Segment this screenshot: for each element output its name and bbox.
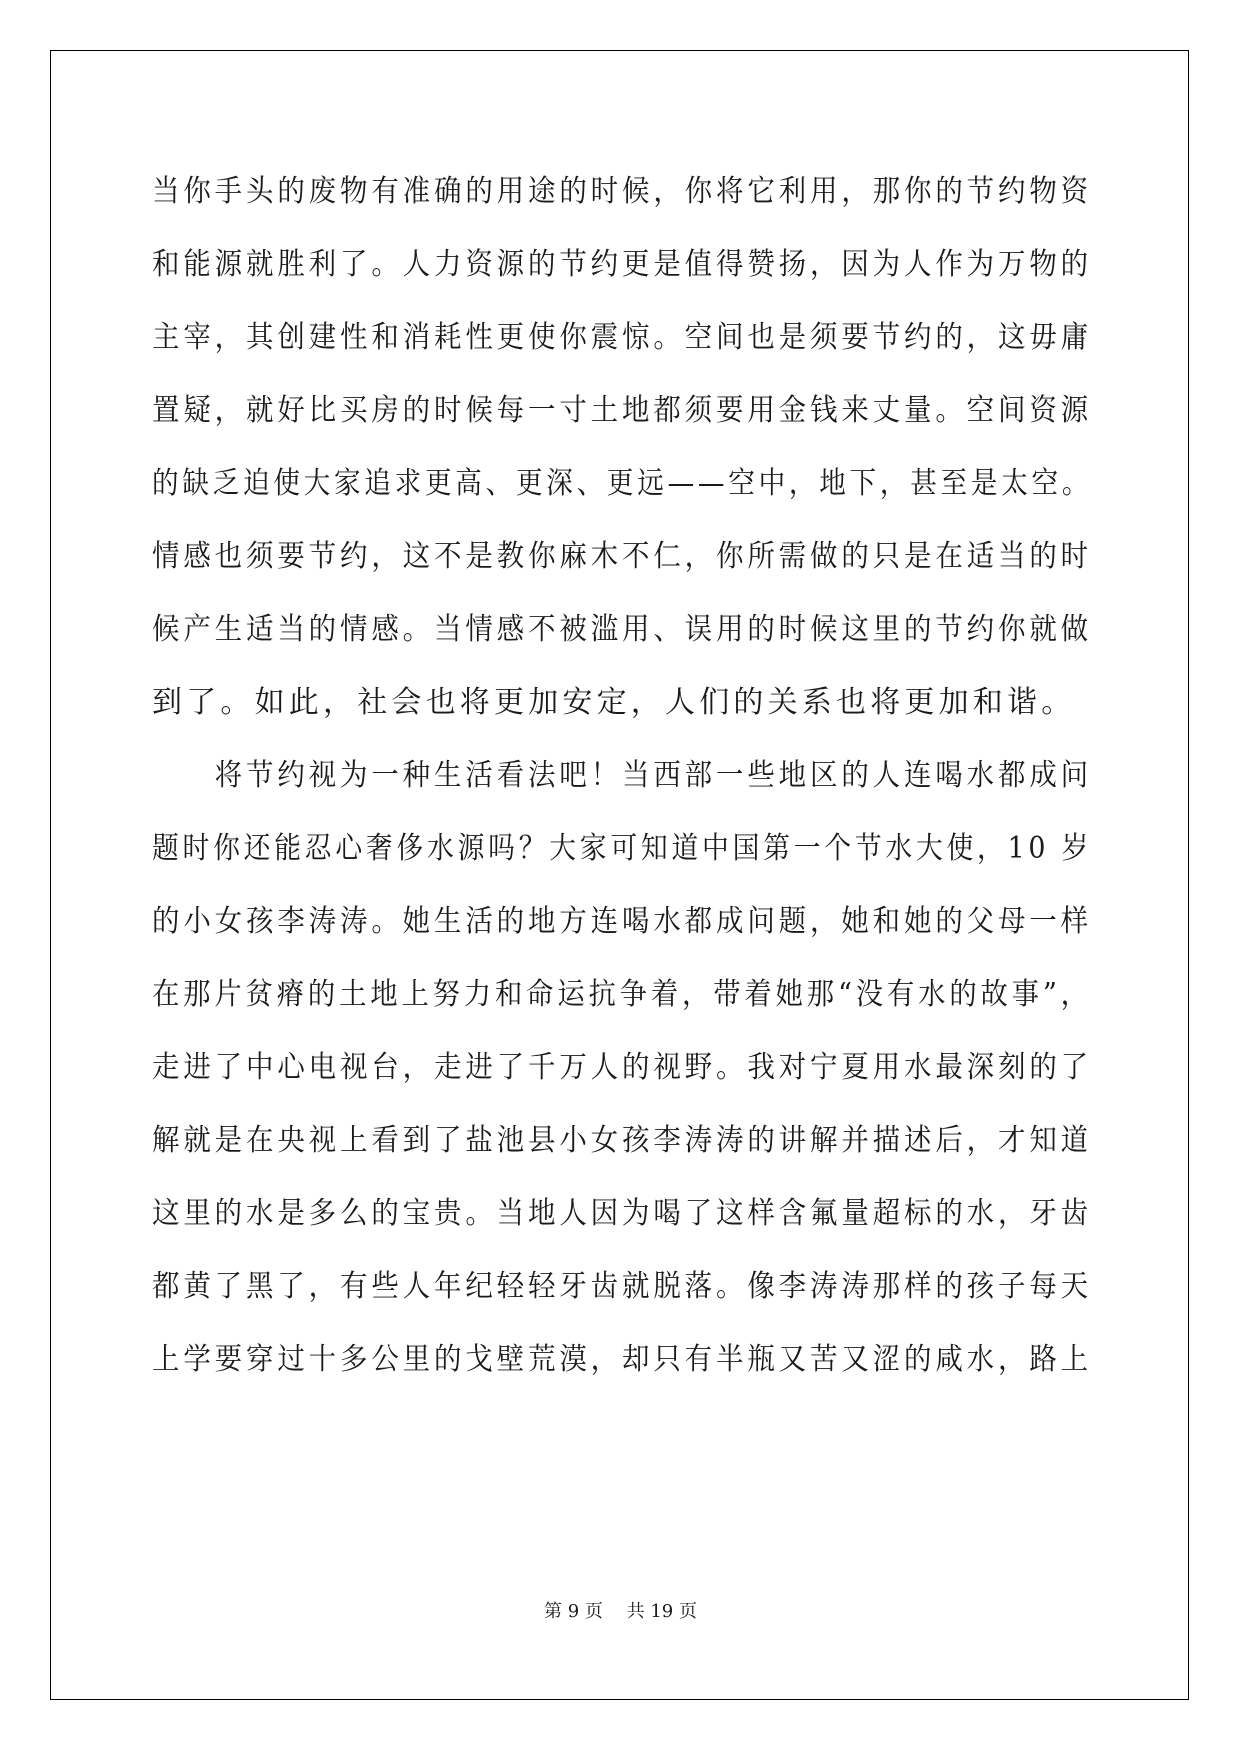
text-line: 走进了中心电视台，走进了千万人的视野。我对宁夏用水最深刻的了	[152, 1050, 1093, 1085]
page-number: 第 9 页 共 19 页	[544, 1601, 697, 1622]
text-line: 上学要穿过十多公里的戈壁荒漠，却只有半瓶又苦又涩的咸水，路上	[152, 1342, 1093, 1377]
text-line: 题时你还能忍心奢侈水源吗？大家可知道中国第一个节水大使，10 岁	[152, 831, 1093, 866]
text-line: 都黄了黑了，有些人年纪轻轻牙齿就脱落。像李涛涛那样的孩子每天	[152, 1269, 1093, 1304]
text-line: 当你手头的废物有准确的用途的时候，你将它利用，那你的节约物资	[152, 174, 1093, 209]
text-line: 解就是在央视上看到了盐池县小女孩李涛涛的讲解并描述后，才知道	[152, 1123, 1093, 1158]
text-line: 将节约视为一种生活看法吧！当西部一些地区的人连喝水都成问	[152, 758, 1093, 793]
text-line: 在那片贫瘠的土地上努力和命运抗争着，带着她那“没有水的故事”，	[152, 977, 1092, 1012]
text-line: 这里的水是多么的宝贵。当地人因为喝了这样含氟量超标的水，牙齿	[152, 1196, 1093, 1231]
text-line: 主宰，其创建性和消耗性更使你震惊。空间也是须要节约的，这毋庸	[152, 320, 1093, 355]
text-line: 和能源就胜利了。人力资源的节约更是值得赞扬，因为人作为万物的	[152, 247, 1093, 282]
text-line: 置疑，就好比买房的时候每一寸土地都须要用金钱来丈量。空间资源	[152, 393, 1093, 428]
text-line: 情感也须要节约，这不是教你麻木不仁，你所需做的只是在适当的时	[152, 539, 1093, 574]
text-line: 的缺乏迫使大家追求更高、更深、更远——空中，地下，甚至是太空。	[152, 466, 1093, 501]
text-line: 到了。如此，社会也将更加安定，人们的关系也将更加和谐。	[152, 685, 1076, 720]
text-line: 的小女孩李涛涛。她生活的地方连喝水都成问题，她和她的父母一样	[152, 904, 1093, 939]
text-line: 候产生适当的情感。当情感不被滥用、误用的时候这里的节约你就做	[152, 612, 1093, 647]
page-footer	[0, 1597, 1241, 1623]
